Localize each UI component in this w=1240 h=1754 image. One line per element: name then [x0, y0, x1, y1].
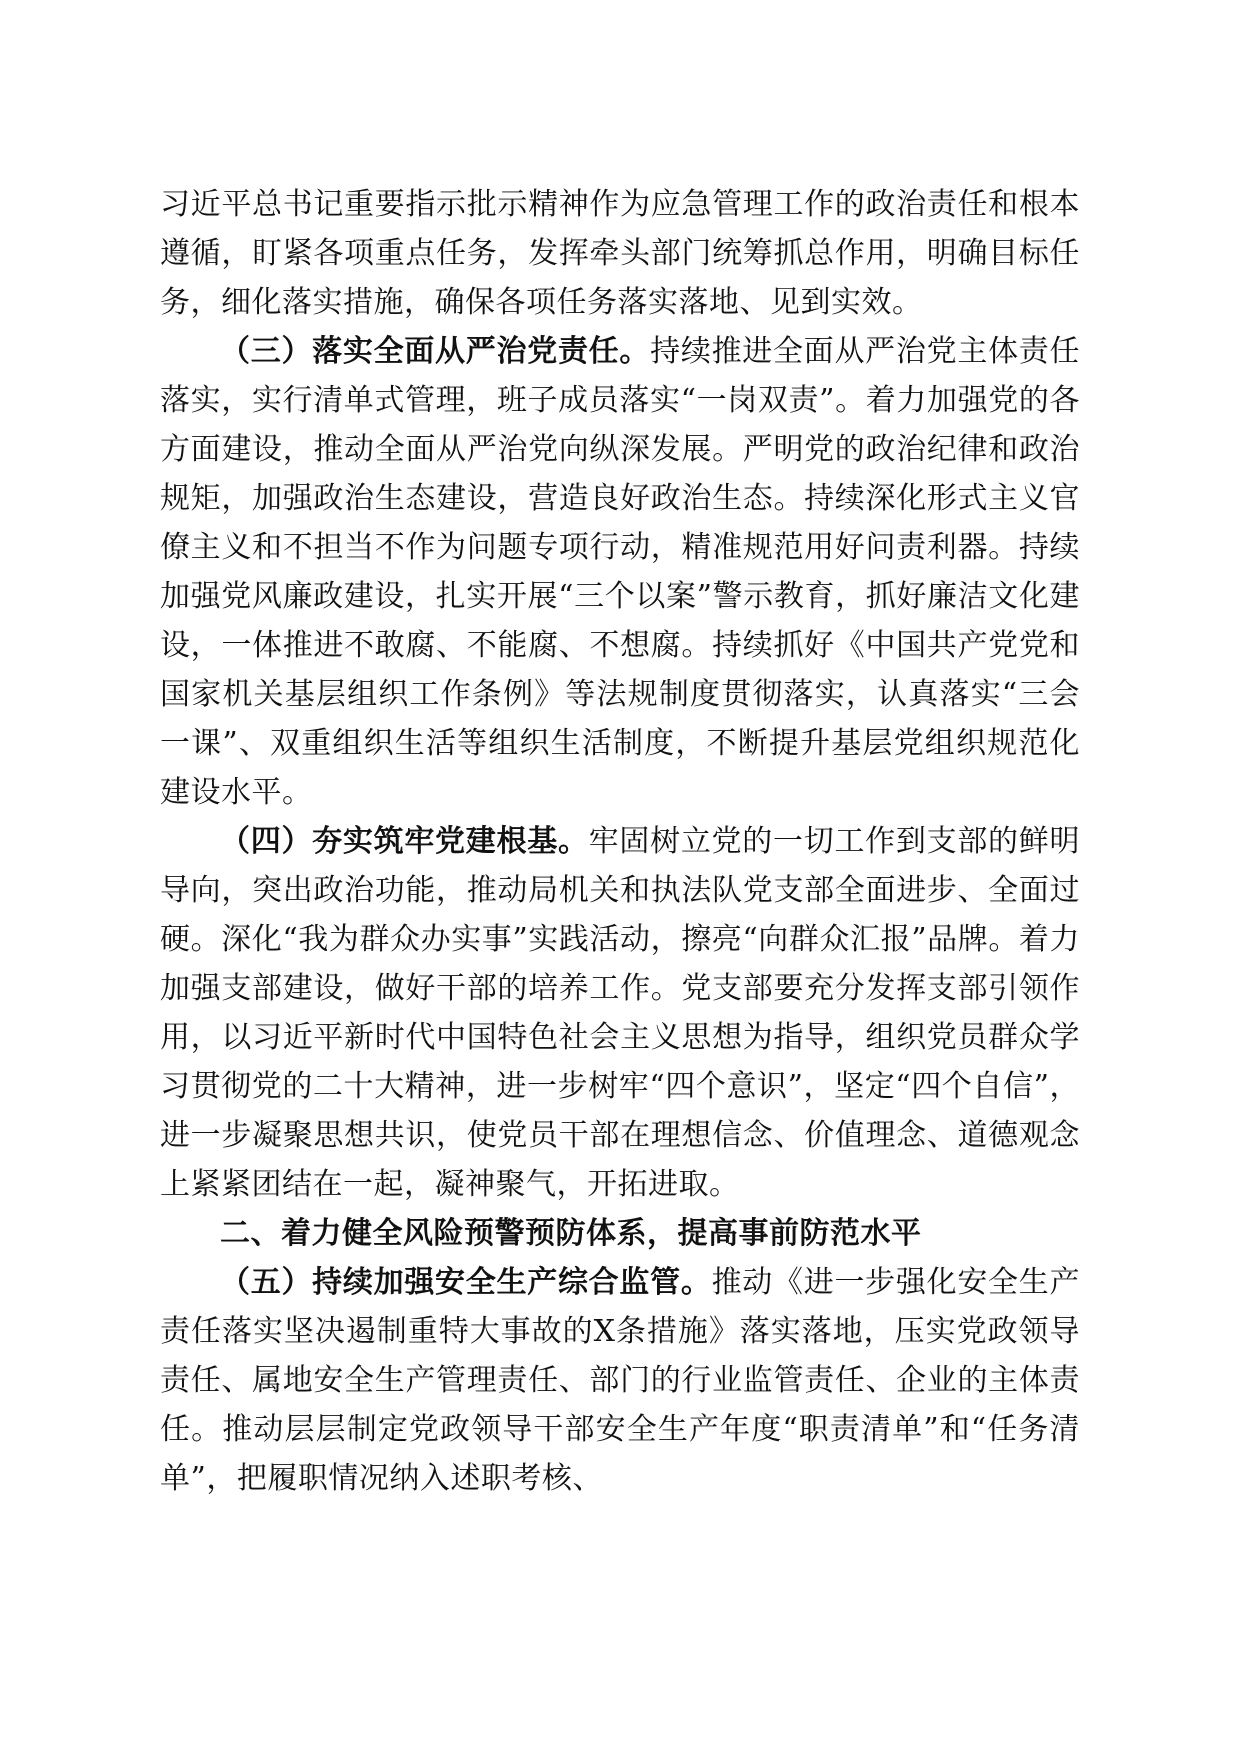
item-5-lead: （五）持续加强安全生产综合监管。 [220, 1265, 712, 1300]
item-4-body: 牢固树立党的一切工作到支部的鲜明导向，突出政治功能，推动局机关和执法队党支部全面进步、全面过硬。深化“我为群众办实事”实践活动，擦亮“向群众汇报”品牌。着力加强支部建设，做好干部的培养工作。党支部要充分发挥支部引领作用，以习近平新时代中国特色社会主义思想为指导，组织党员群众学习贯彻党的二十大精神，进一步树牢“四个意识”，坚定“四个自信”，进一步凝聚思想共识，使党员干部在理想信念、价值理念、道德观念上紧紧团结在一起，凝神聚气，开拓进取。 [160, 824, 1081, 1202]
item-5-paragraph [160, 1258, 1080, 1503]
section-2-heading: 二、着力健全风险预警预防体系，提高事前防范水平 [220, 1216, 922, 1251]
item-4-lead: （四）夯实筑牢党建根基。 [220, 824, 589, 859]
item-5-body: 推动《进一步强化安全生产责任落实坚决遏制重特大事故的X条措施》落实落地，压实党政领导责任、属地安全生产管理责任、部门的行业监管责任、企业的主体责任。推动层层制定党政领导干部安全生产年度“职责清单”和“任务清单”，把履职情况纳入述职考核、 [160, 1265, 1081, 1496]
continuation-paragraph: 习近平总书记重要指示批示精神作为应急管理工作的政治责任和根本遵循，盯紧各项重点任务，发挥牵头部门统筹抓总作用，明确目标任务，细化落实措施，确保各项任务落实落地、见到实效。 [160, 187, 1080, 320]
item-3-paragraph [160, 327, 1080, 817]
item-3-lead: （三）落实全面从严治党责任。 [220, 334, 651, 369]
item-4-paragraph [160, 817, 1080, 1209]
document-page [160, 180, 1080, 1680]
item-3-body: 持续推进全面从严治党主体责任落实，实行清单式管理，班子成员落实“一岗双责”。着力加强党的各方面建设，推动全面从严治党向纵深发展。严明党的政治纪律和政治规矩，加强政治生态建设，营造良好政治生态。持续深化形式主义官僚主义和不担当不作为问题专项行动，精准规范用好问责利器。持续加强党风廉政建设，扎实开展“三个以案”警示教育，抓好廉洁文化建设，一体推进不敢腐、不能腐、不想腐。持续抓好《中国共产党党和国家机关基层组织工作条例》等法规制度贯彻落实，认真落实“三会一课”、双重组织生活等组织生活制度，不断提升基层党组织规范化建设水平。 [160, 334, 1081, 810]
